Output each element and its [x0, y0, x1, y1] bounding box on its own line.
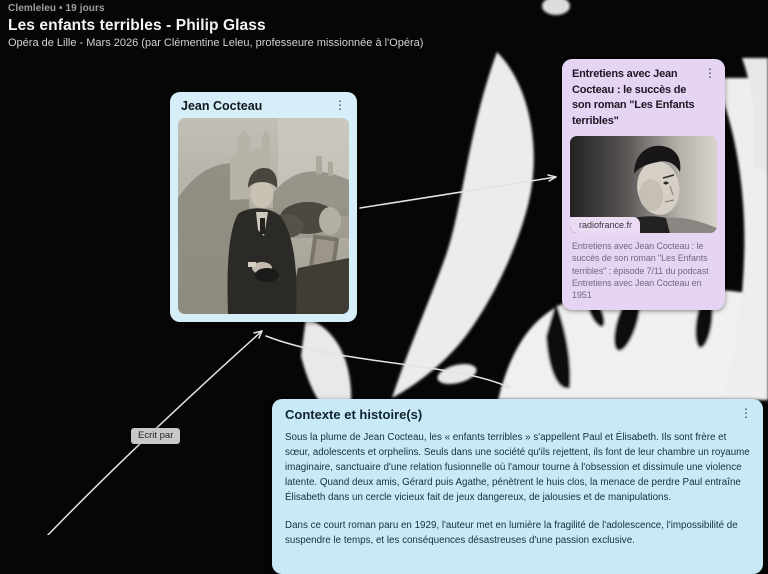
card-podcast-title: Entretiens avec Jean Cocteau : le succès de son roman "Les Enfants terribles": [572, 68, 695, 127]
podcast-link-thumbnail[interactable]: [570, 136, 717, 233]
card-jean-cocteau-header: [170, 92, 357, 117]
cocteau-portrait-photo[interactable]: [178, 118, 349, 314]
connector-cocteau-podcast-line: [360, 177, 556, 208]
connector-label-ecrit-par[interactable]: Ecrit par: [131, 428, 180, 444]
link-source-badge: radiofrance.fr: [570, 217, 640, 233]
card-contexte-header: [272, 399, 763, 423]
card-contexte-histoires[interactable]: [272, 399, 763, 574]
board-subtitle: Opéra de Lille - Mars 2026 (par Clémentine Leleu, professeure missionnée à l'Opéra): [8, 37, 424, 49]
card-contexte-title: Contexte et histoire(s): [285, 407, 423, 422]
kebab-menu-icon[interactable]: ⋮: [740, 406, 752, 420]
board-header: [8, 3, 423, 49]
contexte-paragraph-2: Dans ce court roman paru en 1929, l'auteur met en lumière la fragilité de l'adolescence, l'impossibilité de suspendre le temps, et les conséquences désastreuses d'une passion exclusive.: [285, 520, 738, 546]
card-podcast-header: [562, 59, 725, 132]
card-podcast-entretiens[interactable]: [562, 59, 725, 310]
card-jean-cocteau-title: Jean Cocteau: [181, 99, 263, 113]
kebab-menu-icon[interactable]: ⋮: [704, 66, 716, 80]
card-jean-cocteau[interactable]: [170, 92, 357, 322]
board-author-line: Clemleleu • 19 jours: [8, 3, 105, 14]
podcast-caption: Entretiens avec Jean Cocteau : le succès de son roman "Les Enfants terribles" : épisode 7/11 du podcast Entretiens avec Jean Cocteau en 1951: [572, 241, 709, 300]
kebab-menu-icon[interactable]: ⋮: [334, 98, 346, 112]
connector-cocteau-contexte-line: [266, 336, 510, 388]
board-title: Les enfants terribles - Philip Glass: [8, 17, 266, 34]
cocteau-photo-illustration: [178, 118, 349, 314]
contexte-paragraph-1: Sous la plume de Jean Cocteau, les « enfants terribles » s'appellent Paul et Élisabeth. Ils sont frère et sœur, adolescents et orphelins. Seuls dans une société qu'ils rejettent, ils font de leur chambre un royaume imaginaire, sanctuaire d'une relation fusionnelle où l'amour tourne à l'obsession et dissimule une violence latente. Quand deux amis, Gérard puis Agathe, pénètrent le huis clos, la menace de perdre Paul entraîne Élisabeth dans un cercle vicieux fait de jeux dangereux, de jalousies et de manipulations.: [285, 432, 750, 503]
